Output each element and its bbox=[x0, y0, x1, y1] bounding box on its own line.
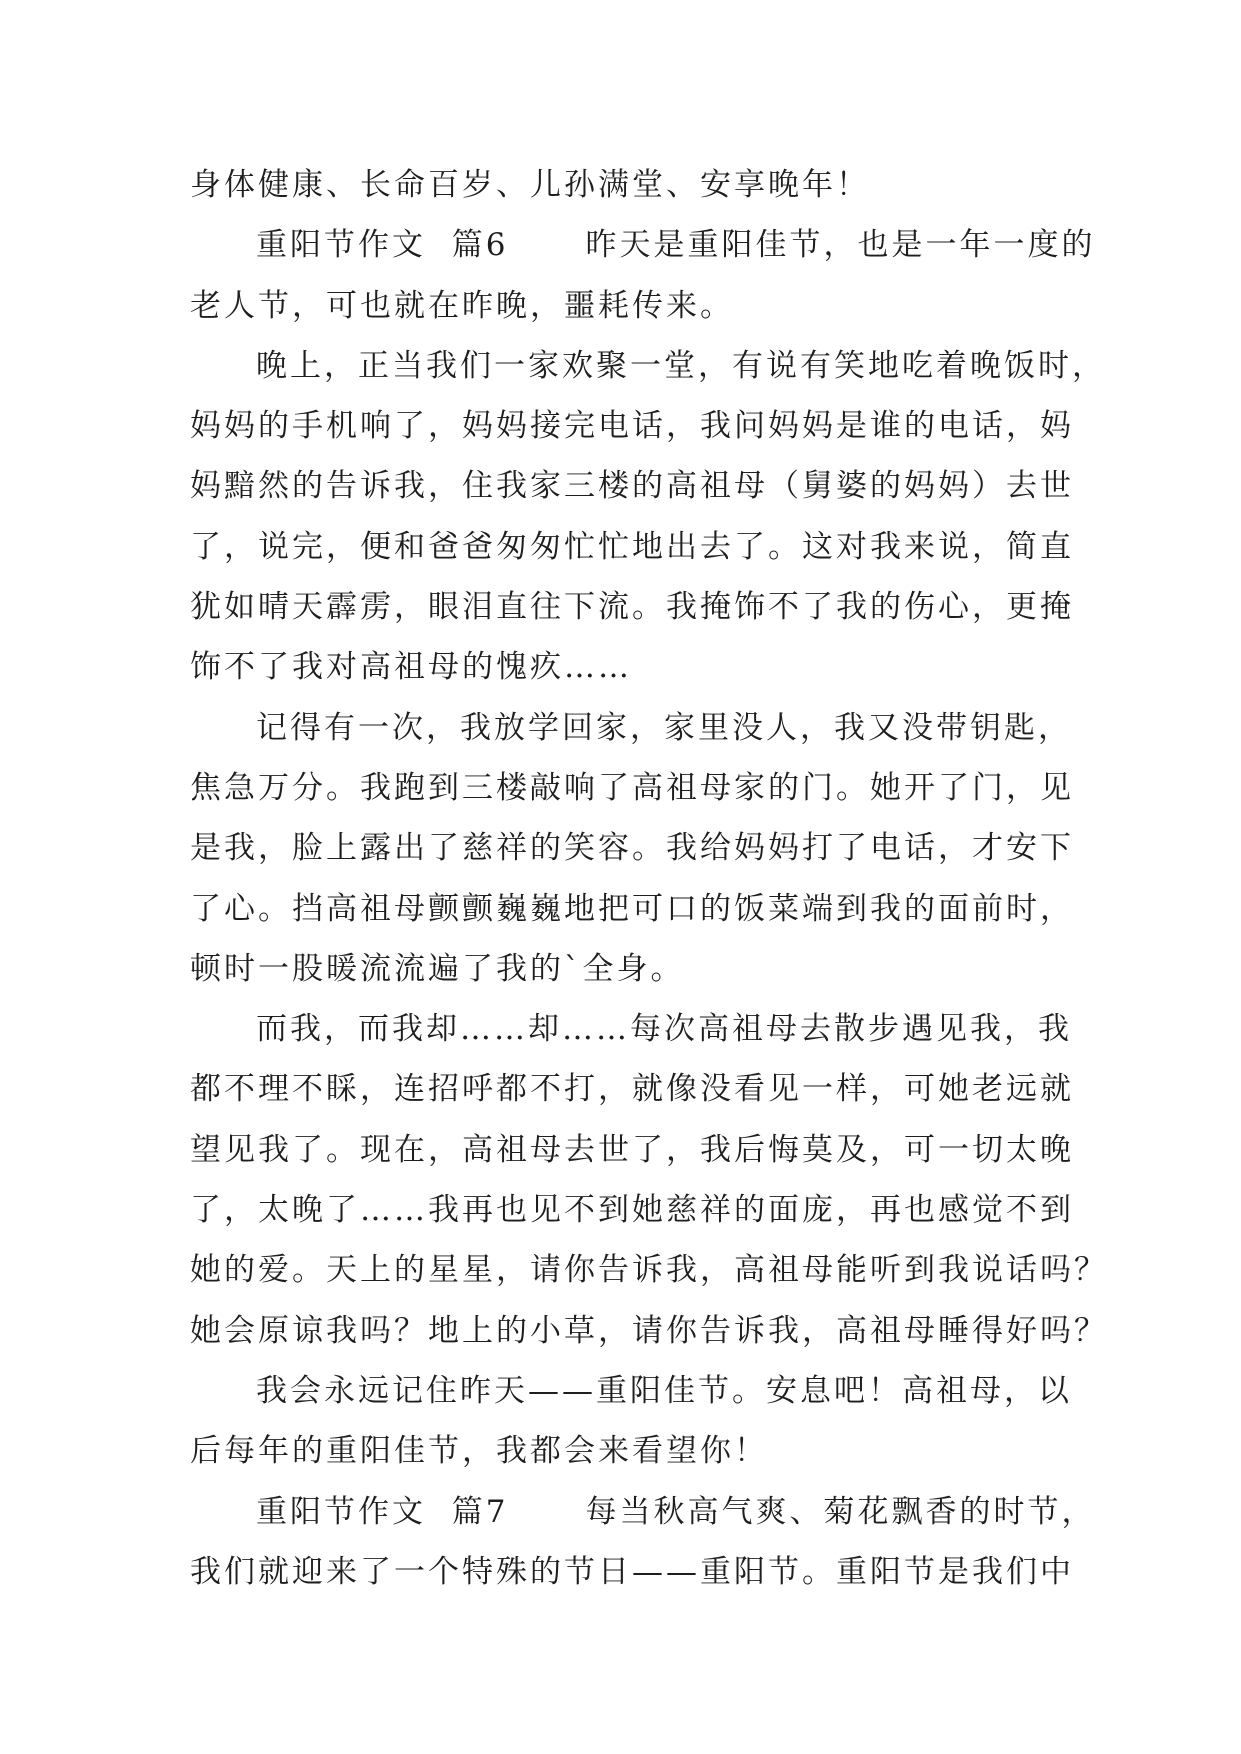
text-line: 重阳节作文 篇6 昨天是重阳佳节，也是一年一度的 bbox=[256, 227, 1096, 264]
text-line: 记得有一次，我放学回家，家里没人，我又没带钥匙， bbox=[256, 709, 1072, 746]
text-line: 是我，脸上露出了慈祥的笑容。我给妈妈打了电话，才安下 bbox=[190, 830, 1074, 867]
text-line: 老人节，可也就在昨晚，噩耗传来。 bbox=[190, 287, 734, 324]
text-line: 了，太晚了……我再也见不到她慈祥的面庞，再也感觉不到 bbox=[190, 1192, 1074, 1229]
text-line: 顿时一股暖流流遍了我的`全身。 bbox=[190, 950, 685, 987]
document-body bbox=[190, 155, 1108, 1602]
text-line: 我会永远记住昨天——重阳佳节。安息吧！高祖母，以 bbox=[256, 1372, 1072, 1409]
text-line: 都不理不睬，连招呼都不打，就像没看见一样，可她老远就 bbox=[190, 1071, 1074, 1108]
text-line: 她会原谅我吗？地上的小草，请你告诉我，高祖母睡得好吗？ bbox=[190, 1312, 1108, 1349]
text-line: 而我，而我却……却……每次高祖母去散步遇见我，我 bbox=[256, 1011, 1072, 1048]
text-line: 犹如晴天霹雳，眼泪直往下流。我掩饰不了我的伤心，更掩 bbox=[190, 589, 1074, 626]
text-line: 晚上，正当我们一家欢聚一堂，有说有笑地吃着晚饭时， bbox=[256, 347, 1106, 384]
text-line: 她的爱。天上的星星，请你告诉我，高祖母能听到我说话吗？ bbox=[190, 1252, 1108, 1289]
text-line: 了心。挡高祖母颤颤巍巍地把可口的饭菜端到我的面前时， bbox=[190, 890, 1074, 927]
text-line: 了，说完，便和爸爸匆匆忙忙地出去了。这对我来说，简直 bbox=[190, 528, 1074, 565]
text-line: 焦急万分。我跑到三楼敲响了高祖母家的门。她开了门，见 bbox=[190, 769, 1074, 806]
text-line: 饰不了我对高祖母的愧疚…… bbox=[190, 649, 632, 686]
text-line: 后每年的重阳佳节，我都会来看望你！ bbox=[190, 1433, 768, 1470]
text-line: 身体健康、长命百岁、儿孙满堂、安享晚年！ bbox=[190, 167, 870, 203]
text-line: 妈妈的手机响了，妈妈接完电话，我问妈妈是谁的电话，妈 bbox=[190, 408, 1074, 445]
text-line: 重阳节作文 篇7 每当秋高气爽、菊花飘香的时节， bbox=[256, 1493, 1096, 1530]
text-line: 我们就迎来了一个特殊的节日——重阳节。重阳节是我们中 bbox=[190, 1553, 1074, 1590]
text-line: 望见我了。现在，高祖母去世了，我后悔莫及，可一切太晚 bbox=[190, 1131, 1074, 1168]
text-line: 妈黯然的告诉我，住我家三楼的高祖母（舅婆的妈妈）去世 bbox=[190, 468, 1074, 505]
